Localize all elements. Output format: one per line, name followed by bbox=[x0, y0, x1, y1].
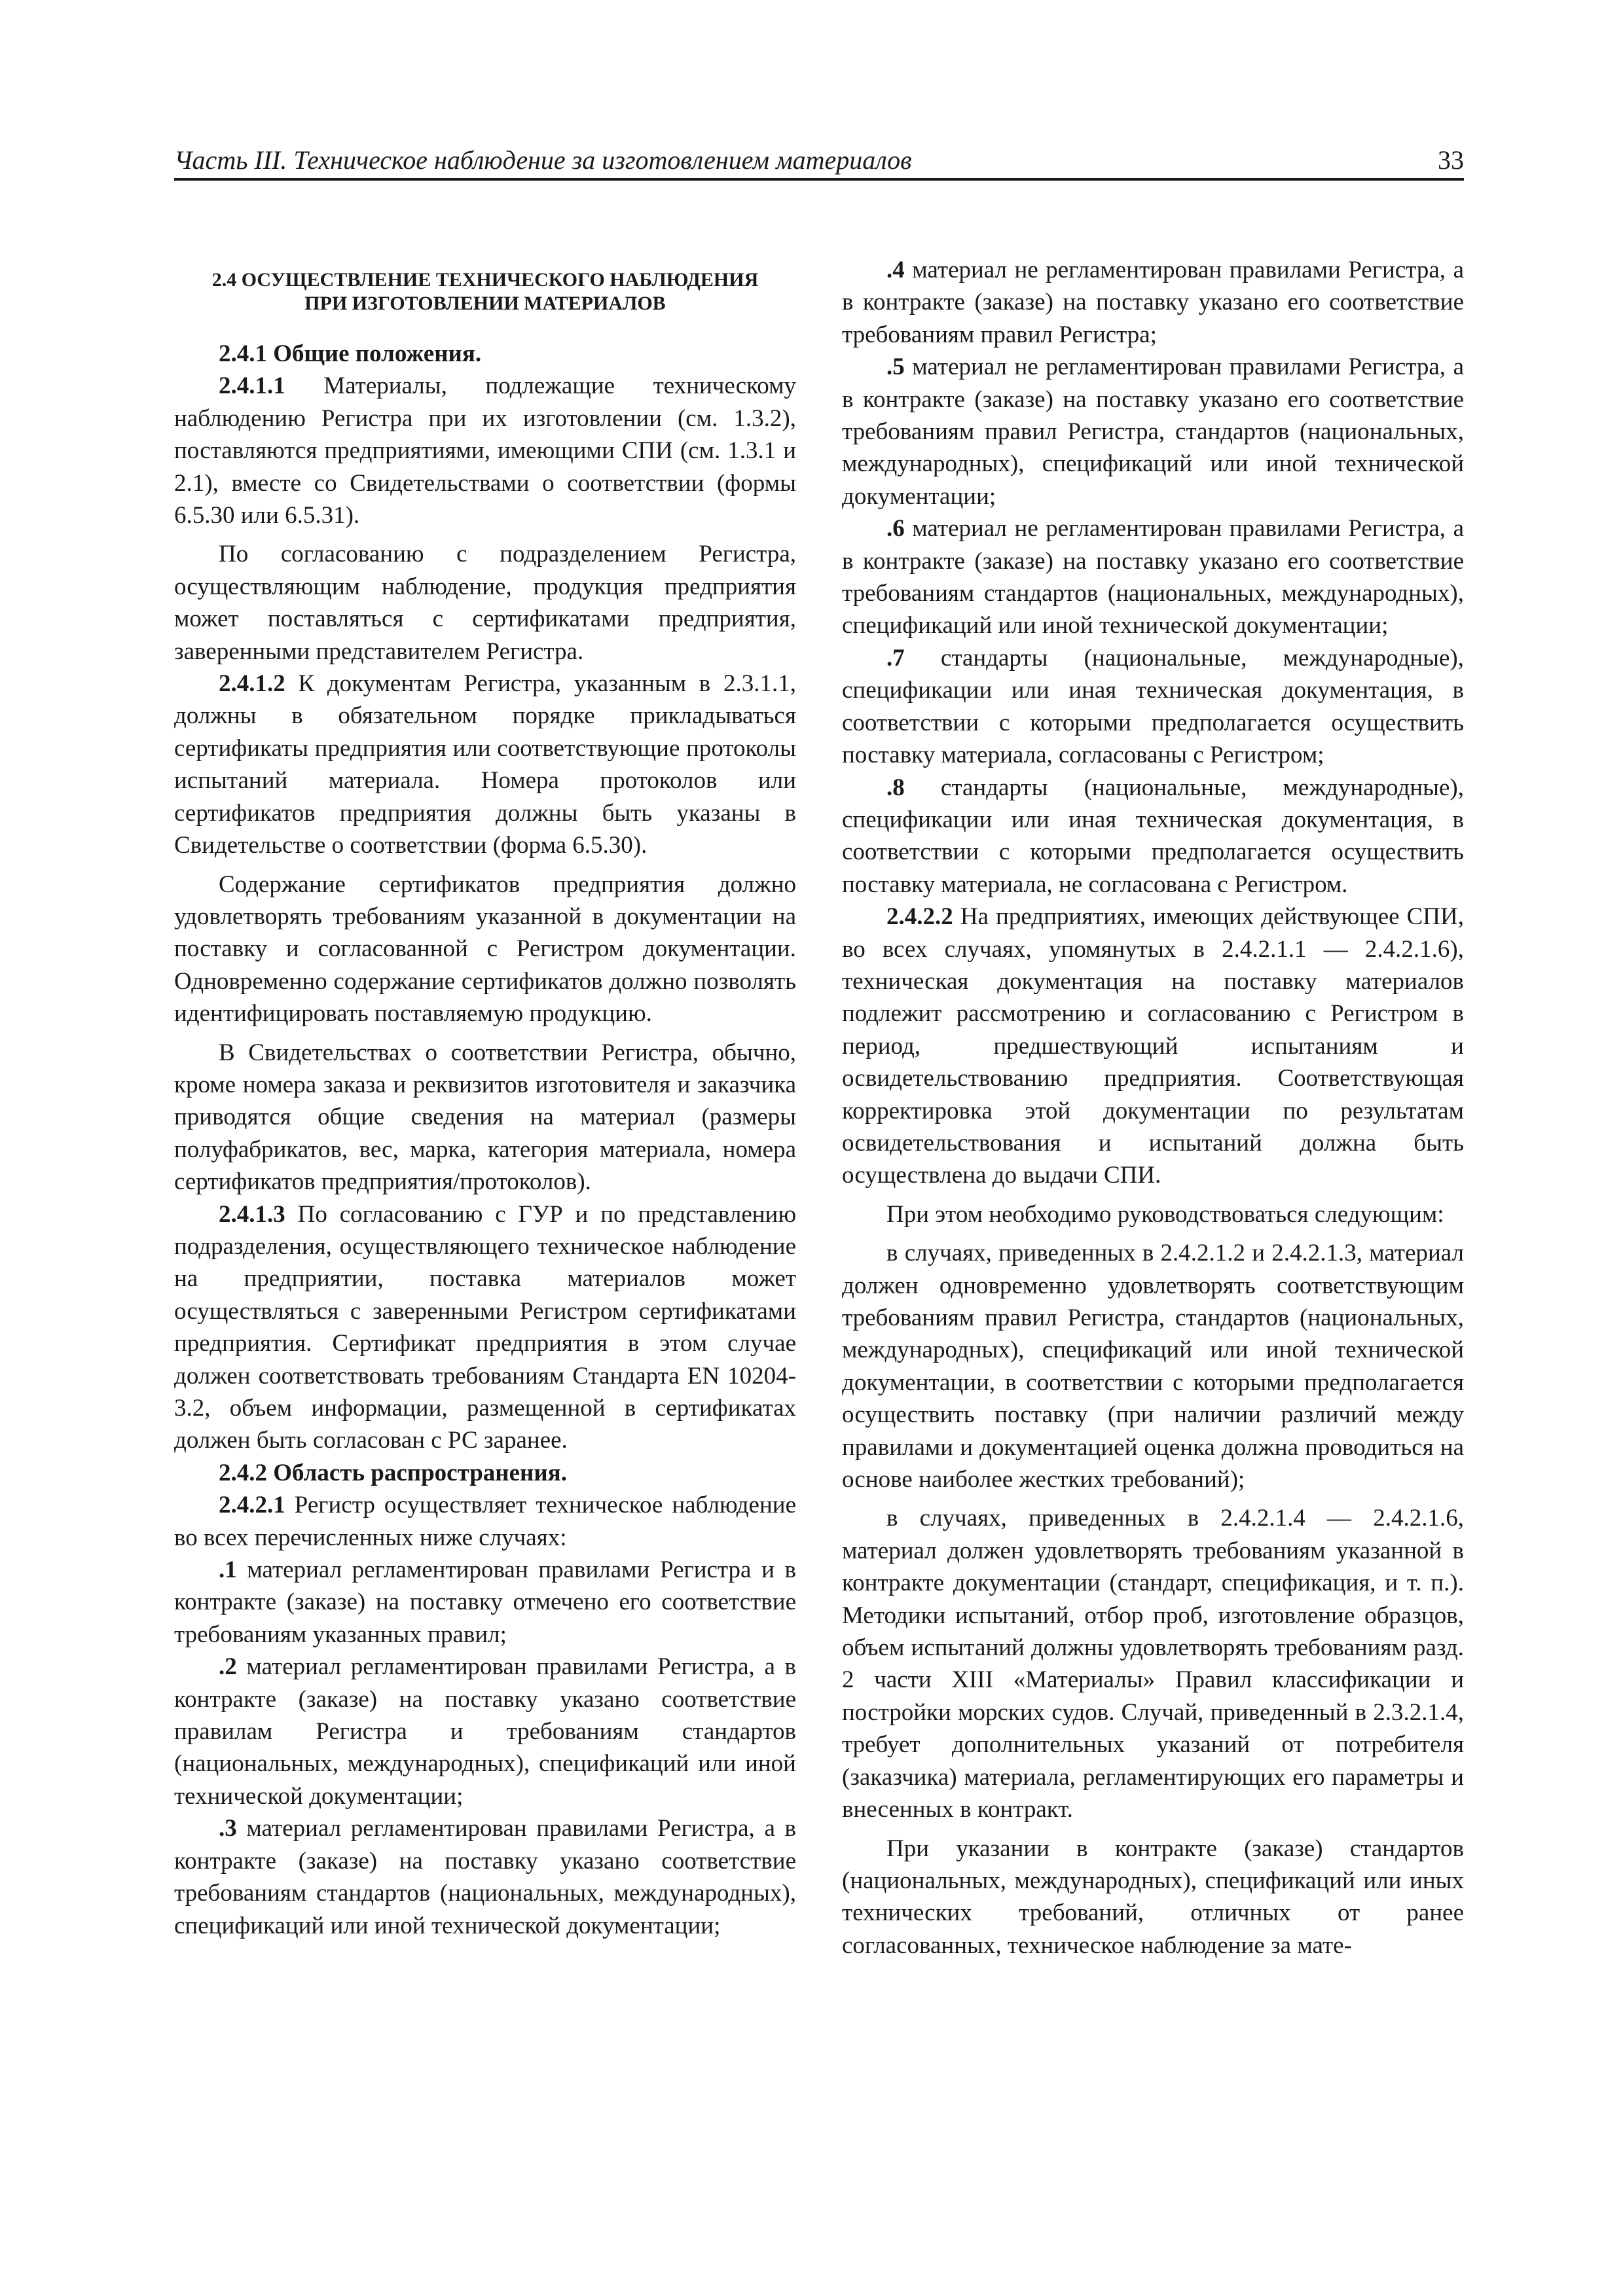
paragraph: в случаях, приведенных в 2.4.2.1.4 — 2.4.2.1.6, материал должен удовлетворять требованиям указанной в контракте документации (стандарт, спецификация, и т. п.). Методики испытаний, отбор проб, изготовление образцов, объем испытаний должны удовлетворять требованиям разд. 2 части XIII «Материалы» Правил классификации и постройки морских судов. Случай, приведенный в 2.3.2.1.4, требует дополнительных указаний от потребителя (заказчика) материала, регламентирующих его параметры и внесенных в контракт. bbox=[842, 1505, 1464, 1823]
header-title: Часть III. Техническое наблюдение за изготовлением материалов bbox=[174, 145, 912, 175]
paragraph: 2.4.1.1 Материалы, подлежащие техническому наблюдению Регистра при их изготовлении (см. 1.3.2), поставляются предприятиями, имеющими СПИ (см. 1.3.1 и 2.1), вместе со Свидетельствами о соответствии (формы 6.5.30 или 6.5.31). bbox=[174, 372, 796, 529]
list-item: .1 материал регламентирован правилами Регистра и в контракте (заказе) на поставку отмечено его соответствие требованиям указанных правил; bbox=[174, 1556, 796, 1648]
list-item: .6 материал не регламентирован правилами Регистра, а в контракте (заказе) на поставку указано его соответствие требованиям стандартов (национальных, международных), спецификаций или иной технической документации; bbox=[842, 515, 1464, 639]
paragraph: 2.4.1.3 По согласованию с ГУР и по представлению подразделения, осуществляющего техническое наблюдение на предприятии, поставка материалов может осуществляться с заверенными Регистром сертификатами предприятия. Сертификат предприятия в этом случае должен соответствовать требованиям Стандарта EN 10204-3.2, объем информации, размещенной в сертификатах должен быть согласован с РС заранее. bbox=[174, 1200, 796, 1454]
list-item: .5 материал не регламентирован правилами Регистра, а в контракте (заказе) на поставку указано его соответствие требованиям правил Регистра, стандартов (национальных, международных), спецификаций или иной технической документации; bbox=[842, 353, 1464, 510]
list-item: .3 материал регламентирован правилами Регистра, а в контракте (заказе) на поставку указано соответствие требованиям стандартов (национальных, международных), спецификаций или иной технической документации; bbox=[174, 1815, 796, 1939]
paragraph: 2.4.1.2 К документам Регистра, указанным в 2.3.1.1, должны в обязательном порядке прикладываться сертификаты предприятия или соответствующие протоколы испытаний материала. Номера протоколов или сертификатов предприятия должны быть указаны в Свидетельстве о соответствии (форма 6.5.30). bbox=[174, 670, 796, 859]
list-item: .8 стандарты (национальные, международные), спецификации или иная техническая документация, в соответствии с которыми предполагается осуществить поставку материала, не согласована с Регистром. bbox=[842, 774, 1464, 898]
list-item: .4 материал не регламентирован правилами Регистра, а в контракте (заказе) на поставку указано его соответствие требованиям правил Регистра; bbox=[842, 257, 1464, 348]
section-heading: 2.4 ОСУЩЕСТВЛЕНИЕ ТЕХНИЧЕСКОГО НАБЛЮДЕНИЯ ПРИ ИЗГОТОВЛЕНИИ МАТЕРИАЛОВ bbox=[211, 269, 759, 314]
paragraph: 2.4.2.2 На предприятиях, имеющих действующее СПИ, во всех случаях, упомянутых в 2.4.2.1.1 — 2.4.2.1.6), техническая документация на поставку материалов подлежит рассмотрению и согласованию с Регистром в период, предшествующий испытаниям и освидетельствованию предприятия. Соответствующая корректировка этой документации по результатам освидетельствования и испытаний должна быть осуществлена до выдачи СПИ. bbox=[842, 903, 1464, 1189]
header-rule bbox=[174, 178, 1464, 181]
subsection-heading-2-4-1: 2.4.1 Общие положения. bbox=[219, 340, 482, 367]
subsection-heading-2-4-2: 2.4.2 Область распространения. bbox=[219, 1459, 567, 1486]
paragraph: При указании в контракте (заказе) стандартов (национальных, международных), спецификаций или иных технических требований, отличных от ранее согласованных, техническое наблюдение за мате- bbox=[842, 1835, 1464, 1959]
paragraph: В Свидетельствах о соответствии Регистра, обычно, кроме номера заказа и реквизитов изготовителя и заказчика приводятся общие сведения на материал (размеры полуфабрикатов, вес, марка, категория материала, номера сертификатов предприятия/протоколов). bbox=[174, 1039, 796, 1196]
paragraph: в случаях, приведенных в 2.4.2.1.2 и 2.4.2.1.3, материал должен одновременно удовлетворять соответствующим требованиям правил Регистра, стандартов (национальных, международных), спецификаций или иной технической документации, в соответствии с которыми предполагается осуществить поставку (при наличии различий между правилами и документацией оценка должна проводиться на основе наиболее жестких требований); bbox=[842, 1240, 1464, 1494]
paragraph: При этом необходимо руководствоваться следующим: bbox=[886, 1200, 1444, 1228]
paragraph: По согласованию с подразделением Регистра, осуществляющим наблюдение, продукция предприятия может поставляться с сертификатами предприятия, заверенными представителем Регистра. bbox=[174, 541, 796, 665]
list-item: .7 стандарты (национальные, международные), спецификации или иная техническая документация, в соответствии с которыми предполагается осуществить поставку материала, согласованы с Регистром; bbox=[842, 644, 1464, 769]
running-header bbox=[174, 143, 1464, 178]
left-column bbox=[174, 254, 796, 1942]
paragraph: 2.4.2.1 Регистр осуществляет техническое наблюдение во всех перечисленных ниже случаях: bbox=[174, 1492, 796, 1551]
list-item: .2 материал регламентирован правилами Регистра, а в контракте (заказе) на поставку указано соответствие правилам Регистра и требованиям стандартов (национальных, международных), спецификаций или иной технической документации; bbox=[174, 1653, 796, 1810]
paragraph: Содержание сертификатов предприятия должно удовлетворять требованиям указанной в документации на поставку и согласованной с Регистром документации. Одновременно содержание сертификатов должно позволять идентифицировать поставляемую продукцию. bbox=[174, 870, 796, 1028]
right-column bbox=[842, 254, 1464, 1962]
page-number: 33 bbox=[1438, 145, 1464, 175]
